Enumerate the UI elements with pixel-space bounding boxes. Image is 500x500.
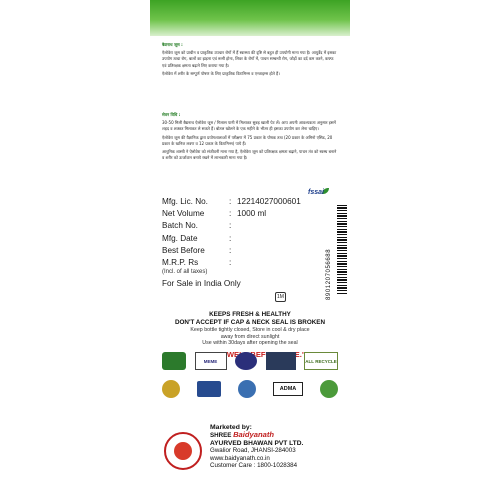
brand-name: Baidyanath <box>233 430 274 440</box>
fssai-logo: fssai <box>308 189 324 196</box>
reg-sep: : <box>229 221 232 231</box>
usage-section <box>162 112 338 163</box>
company-website: www.baidyanath.co.in <box>210 454 270 462</box>
certification-logos <box>162 350 338 406</box>
emblem-center-icon <box>174 442 192 460</box>
benefits-text: ऐलोवेरा जूस को प्राचीन व प्राकृतिक उपचार रोगों में हैं स्वास्थ्य की दृष्टि से बहुत ही उपयोगी माना गया है। आयुर्वेद में इसका उपयोग त्वचा रोग, बालों का झड़ना एवं रूसी होना, लिवर के रोगों में, पाचन सम्बन्धी रोग, जोड़ों का दर्द कम करने, कफ्फ एवं प्रतिरक्षक क्षमता बढ़ाने लिए कराया गया है। <box>162 50 337 68</box>
benefits-section <box>162 42 338 79</box>
reg-row-mfg-date <box>162 233 338 245</box>
reg-sep: : <box>229 197 232 206</box>
storage-line-2: away from direct sunlight <box>220 333 280 340</box>
reg-value <box>237 257 338 269</box>
benefits-heading: बैद्यनाथ जूस : <box>162 42 183 47</box>
content-text: ऐलोवेरा जूस की वैज्ञानिक द्वारा प्रयोगशालाओं में परीक्षण में 75 प्रकार के पोषक तत्व (20 प्रकार के अमिनो एसिड, 20 प्रकार के खनिज लवण व 12 प्रकार के विटामिन्स) पाये हैं। <box>162 134 333 146</box>
meme-logo-icon: MEME <box>195 352 227 370</box>
logo-row-1 <box>162 350 338 372</box>
reg-sep: : <box>229 233 232 243</box>
reg-row-mrp <box>162 257 338 269</box>
regulatory-table <box>162 196 338 290</box>
reg-row-volume <box>162 208 338 220</box>
barcode-number: 8901207056688 <box>326 248 332 300</box>
barcode-icon <box>337 205 347 295</box>
company-address: Gwalior Road, JHANSI-284003 <box>210 447 296 455</box>
logo-row-2 <box>162 378 338 400</box>
reg-value <box>237 220 338 232</box>
reg-key: Mfg. Lic. No. <box>162 197 208 206</box>
reg-key: M.R.P. Rs <box>162 258 199 268</box>
marketed-by-heading: Marketed by: <box>210 424 252 431</box>
reg-value <box>237 245 338 257</box>
association-logo-icon <box>197 381 221 397</box>
reg-sep: : <box>229 209 232 219</box>
usage-text: 30-50 मिली बैद्यनाथ ऐलोवेरा जूस / गिलास पानी में मिलाकर सुबह खाली पेट लें। आप अपनी आवश्यकता अनुसार इसमें शहद व शक्कर मिलाकर ले सकते हैं। बोतल खोलने के एक महीने के भीतर ही इसका उपयोग कर लेना चाहिए। <box>162 120 336 132</box>
benefits-text-2: ऐलोवेरा में शरीर के सम्पूर्ण पोषण के लिए प्राकृतिक विटामिन्स व एन्जाइम्स होते हैं। <box>162 70 280 76</box>
label-green-band <box>150 0 350 36</box>
reg-key: Mfg. Date <box>162 233 198 243</box>
reg-value: 12214027000601 <box>237 197 301 206</box>
reg-value <box>237 233 338 245</box>
standards-logo-icon <box>266 352 296 370</box>
green-leaf-icon <box>320 380 338 398</box>
shree-label: SHREE <box>210 432 232 440</box>
brand-line <box>210 431 348 439</box>
reg-row-best-before <box>162 245 338 257</box>
reg-sep: : <box>229 258 232 268</box>
storage-line-3: Use within 30days after opening the seal <box>202 340 298 347</box>
baidyanath-emblem-icon <box>164 432 202 470</box>
tax-note: (Incl. of all taxes) <box>162 269 208 276</box>
certification-logo-icon <box>162 352 186 370</box>
quality-badge-icon <box>235 352 257 370</box>
adma-logo-icon: ADMA <box>273 382 303 396</box>
fresh-title: KEEPS FRESH & HEALTHY <box>209 311 291 318</box>
bottle-label <box>150 0 350 500</box>
reg-key: Batch No. <box>162 221 198 231</box>
reg-key: Best Before <box>162 245 205 255</box>
usage-heading: सेवन विधि : <box>162 112 181 117</box>
marketer-info <box>210 424 348 469</box>
reg-row-lic <box>162 196 338 208</box>
storage-line-1: Keep bottle tightly closed, Store in cool & dry place <box>190 327 310 333</box>
recycle-logo-icon: ALL RECYCLE <box>304 352 338 370</box>
reg-sep: : <box>229 245 232 255</box>
reg-value: 1000 ml <box>237 209 267 219</box>
sale-note: For Sale in India Only <box>162 279 241 289</box>
reg-key: Net Volume <box>162 209 205 219</box>
recycle-mark-icon: 1M <box>275 292 286 302</box>
round-seal-icon <box>238 380 256 398</box>
seal-warning: DON'T ACCEPT IF CAP & NECK SEAL IS BROKEN <box>174 319 326 326</box>
gold-seal-icon <box>162 380 180 398</box>
company-name: AYURVED BHAWAN PVT LTD. <box>210 439 304 447</box>
closing-text: आधुनिक शास्त्री ने ऐलोवेरा को संजीवनी माना गया है, ऐलोवेरा जूस को प्रतिरक्षक क्षमता बढ़ाने, पाचन तंत्र को स्वस्थ बनाने व शरीर को ऊर्जावान बनाये रखने में लाभकारी माना गया है। <box>162 149 337 161</box>
customer-care: Customer Care : 1800-1028384 <box>210 462 298 470</box>
reg-row-batch <box>162 220 338 232</box>
